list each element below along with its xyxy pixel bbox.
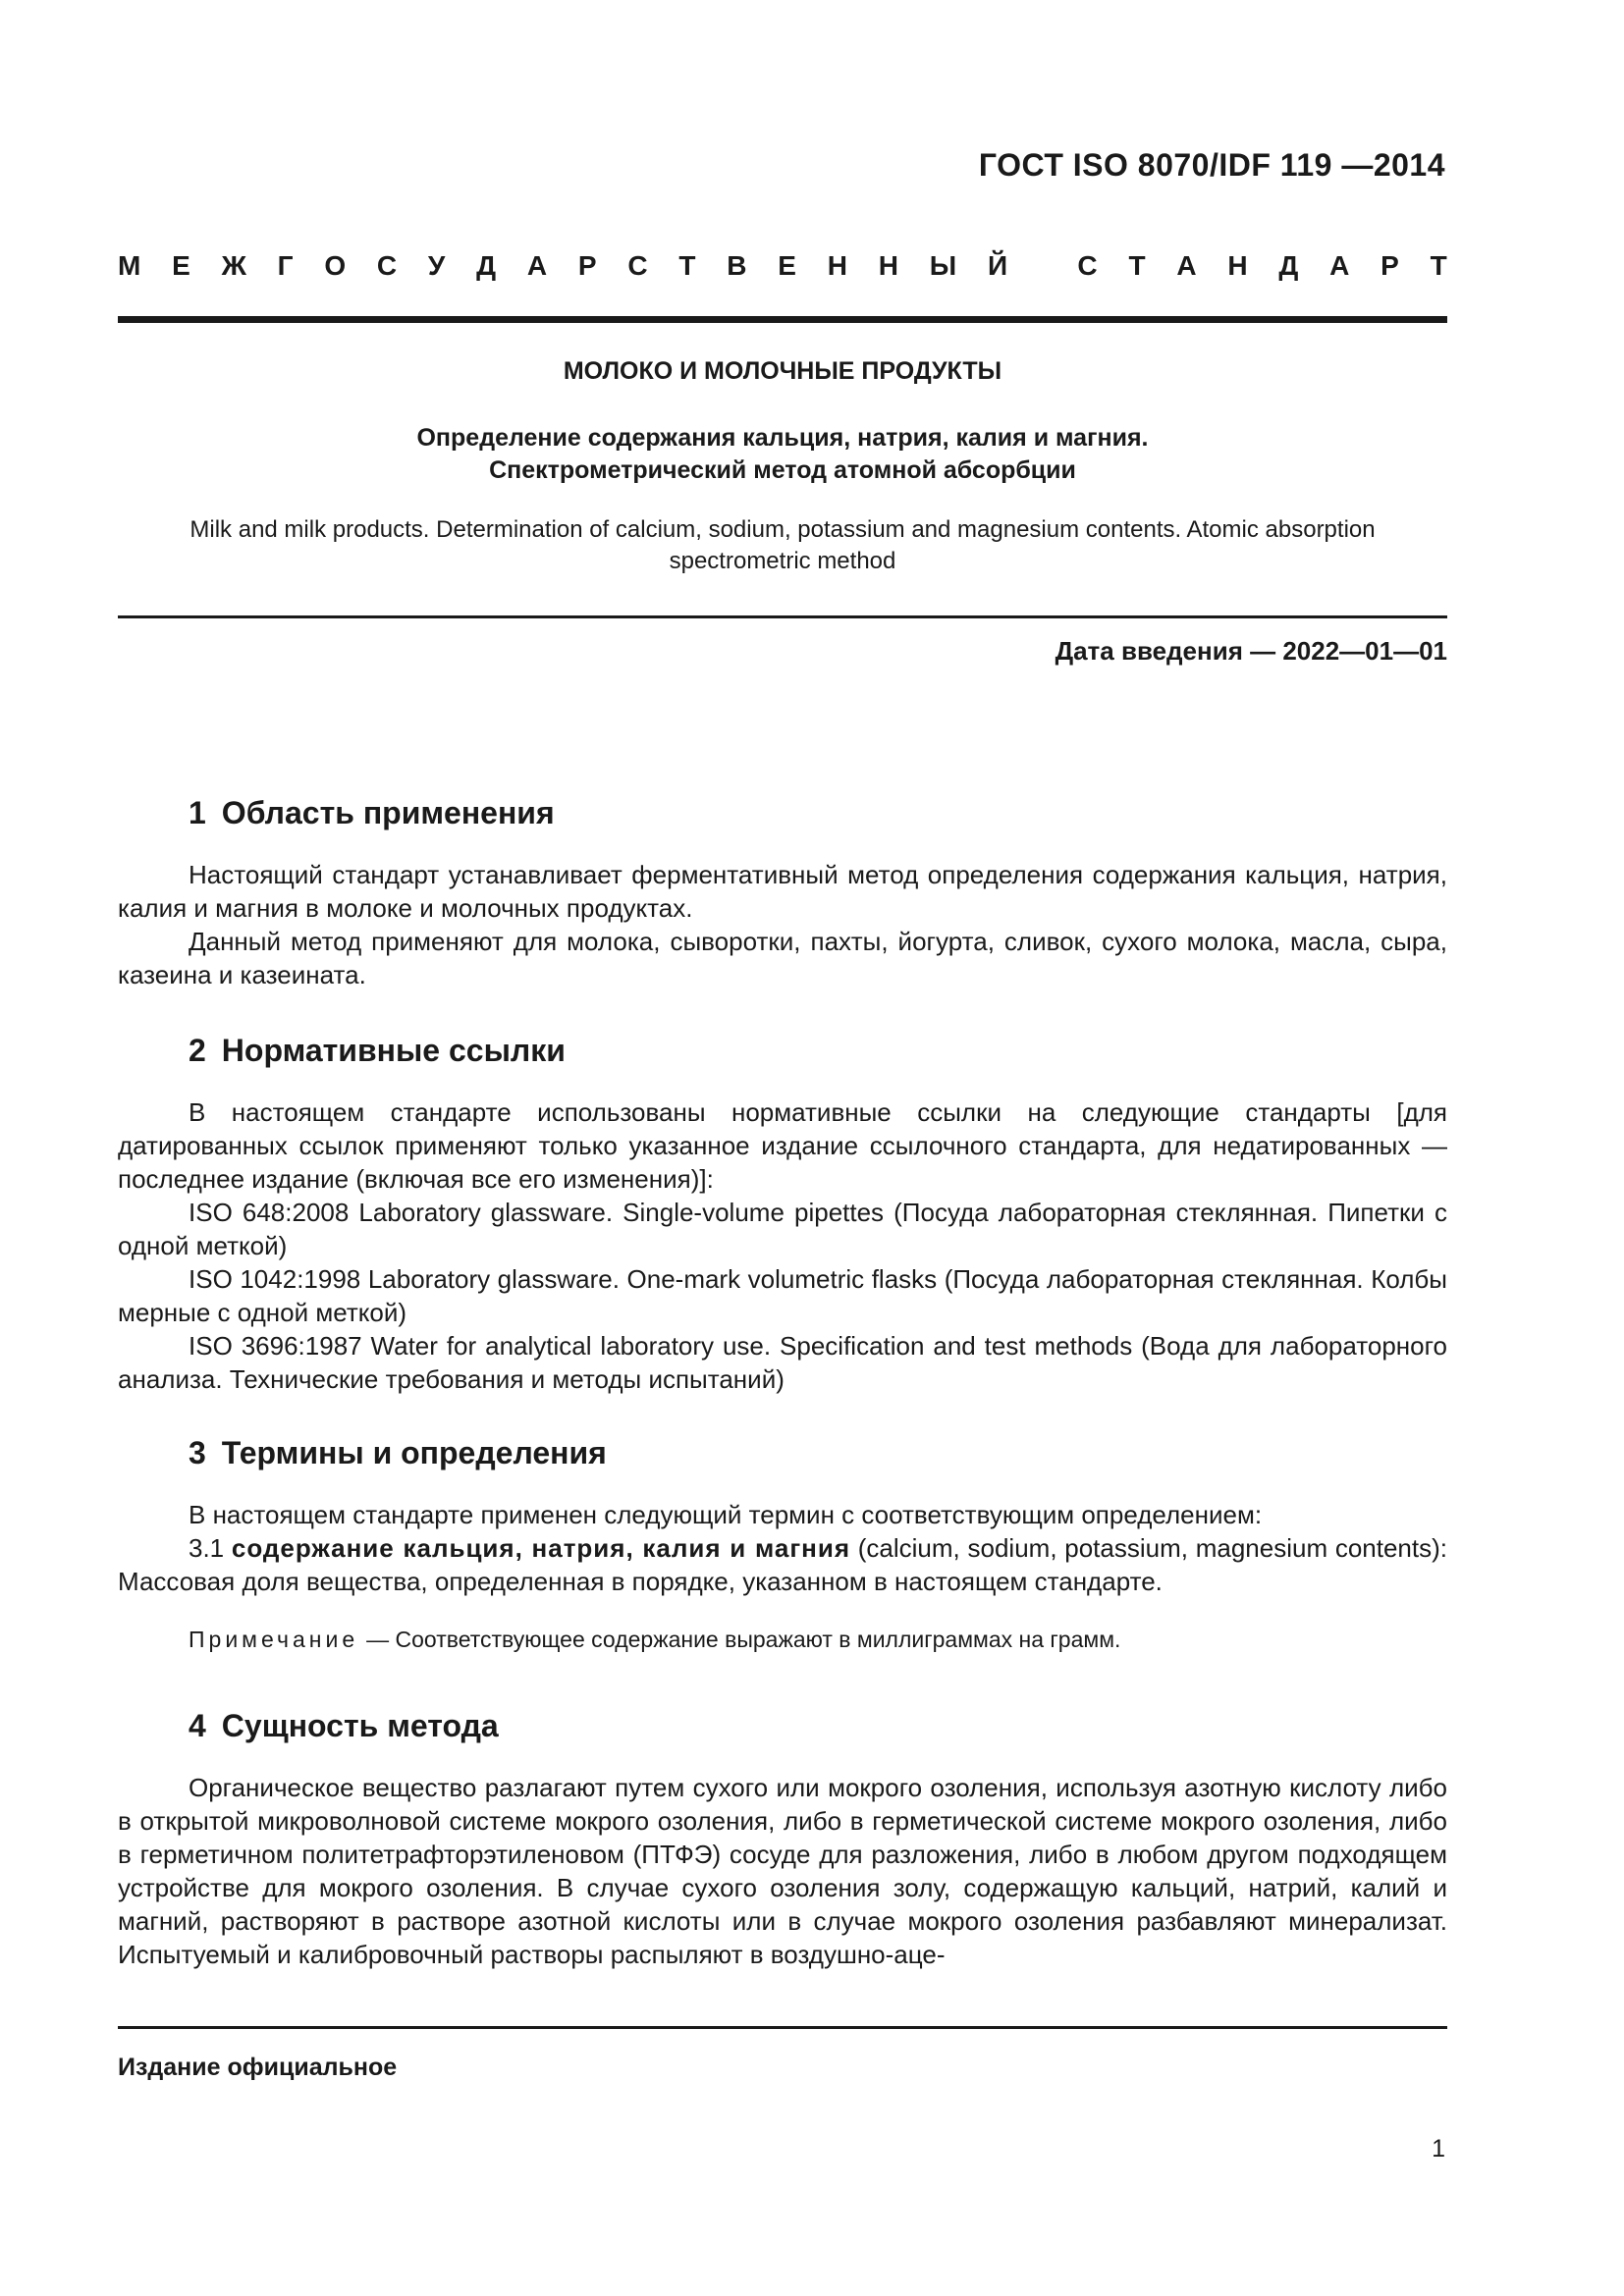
section-3-heading	[189, 1435, 607, 1471]
heading-letter: Р	[1380, 250, 1399, 281]
heading-letter: Д	[476, 250, 497, 281]
section-4-heading	[189, 1708, 499, 1744]
official-edition-label: Издание официальное	[118, 2054, 398, 2081]
heading-letter: Н	[827, 250, 847, 281]
section-number: 1	[189, 795, 206, 830]
section-title: Сущность метода	[221, 1708, 499, 1743]
heading-letter: А	[1329, 250, 1350, 281]
introduction-date: Дата введения — 2022—01—01	[1055, 636, 1447, 666]
section-1-paragraph-1: Настоящий стандарт устанавливает ферментативный метод определения содержания кальция, натрия, калия и магния в молоке и молочных продуктах.	[118, 860, 1447, 923]
heading-letter: В	[727, 250, 747, 281]
heading-letter: Й	[987, 250, 1008, 281]
page-number: 1	[1432, 2135, 1445, 2163]
section-number: 3	[189, 1435, 206, 1470]
heading-letter: О	[324, 250, 347, 281]
heading-letter: У	[427, 250, 446, 281]
subtitle-line-1: Определение содержания кальция, натрия, калия и магния.	[416, 424, 1149, 452]
note-label: Примечание	[189, 1627, 359, 1652]
section-title: Нормативные ссылки	[221, 1033, 566, 1068]
section-number: 2	[189, 1033, 206, 1068]
term-definition: (calcium, sodium, potassium, magnesium contents): Массовая доля вещества, определенная в порядке, указанном в настоящем стандарте.	[118, 1533, 1447, 1596]
heading-letter: Т	[678, 250, 696, 281]
section-2-paragraph-1: В настоящем стандарте использованы нормативные ссылки на следующие стандарты [для датированных ссылок применяют только указанное издание ссылочного стандарта, для недатированных — последнее издание (включая все его изменения)]:	[118, 1097, 1447, 1194]
heading-letter: Е	[172, 250, 190, 281]
heading-letter: Т	[1128, 250, 1146, 281]
heading-letter: Р	[577, 250, 597, 281]
heading-letter: М	[118, 250, 141, 281]
standard-code: ГОСТ ISO 8070/IDF 119 —2014	[978, 147, 1445, 183]
heading-letter: Г	[277, 250, 294, 281]
section-3-note	[189, 1624, 1120, 1655]
term-number: 3.1	[189, 1533, 225, 1563]
heading-letter: С	[376, 250, 398, 281]
section-2-reference-3: ISO 3696:1987 Water for analytical laboratory use. Specification and test methods (Вода для лабораторного анализа. Технические требования и методы испытаний)	[118, 1331, 1447, 1394]
section-2-reference-2: ISO 1042:1998 Laboratory glassware. One-mark volumetric flasks (Посуда лабораторная стеклянная. Колбы мерные с одной меткой)	[118, 1264, 1447, 1327]
title-rule	[118, 615, 1447, 618]
subtitle-line-2: Спектрометрический метод атомной абсорбции	[489, 456, 1076, 484]
section-2-heading	[189, 1033, 566, 1069]
heading-letter: А	[1176, 250, 1197, 281]
interstate-standard-heading	[118, 250, 1447, 282]
section-3-paragraph-1: В настоящем стандарте применен следующий термин с соответствующим определением:	[189, 1500, 1263, 1529]
section-2-reference-1: ISO 648:2008 Laboratory glassware. Single-volume pipettes (Посуда лабораторная стеклянная. Пипетки с одной меткой)	[118, 1198, 1447, 1260]
heading-letter: Н	[878, 250, 898, 281]
heading-letter	[1039, 250, 1047, 282]
heading-letter: Е	[778, 250, 796, 281]
section-4-paragraph-1: Органическое вещество разлагают путем сухого или мокрого озоления, используя азотную кислоту либо в открытой микроволновой системе мокрого озоления, либо в герметической системе мокрого озоления, либо в герметичном политетрафторэтиленовом (ПТФЭ) сосуде для разложения, либо в любом другом подходящем устройстве для мокрого озоления. В случае сухого озоления золу, содержащую кальций, натрий, калий и магний, растворяют в растворе азотной кислоты или в случае мокрого озоления разбавляют минерализат. Испытуемый и калибровочный растворы распыляют в воздушно-аце-	[118, 1773, 1447, 1969]
note-text: — Соответствующее содержание выражают в миллиграммах на грамм.	[366, 1627, 1121, 1652]
document-title: МОЛОКО И МОЛОЧНЫЕ ПРОДУКТЫ	[563, 357, 1002, 385]
term-name: содержание кальция, натрия, калия и магния	[231, 1533, 851, 1563]
heading-letter: А	[526, 250, 548, 281]
heading-letter: С	[627, 250, 648, 281]
heading-letter: С	[1077, 250, 1098, 281]
heading-letter: Ы	[929, 250, 957, 281]
section-3-term-definition	[118, 1531, 1447, 1598]
heading-letter: Т	[1430, 250, 1447, 281]
section-title: Термины и определения	[221, 1435, 607, 1470]
english-title: Milk and milk products. Determination of calcium, sodium, potassium and magnesium contents. Atomic absorption spectrometric method	[189, 516, 1376, 574]
heading-letter: Н	[1227, 250, 1248, 281]
section-title: Область применения	[221, 795, 555, 830]
heading-letter: Ж	[221, 250, 246, 281]
document-subtitle	[118, 422, 1447, 487]
section-1-heading	[189, 795, 555, 831]
footer-rule	[118, 2026, 1447, 2029]
section-1-paragraph-2: Данный метод применяют для молока, сыворотки, пахты, йогурта, сливок, сухого молока, масла, сыра, казеина и казеината.	[118, 927, 1447, 989]
section-number: 4	[189, 1708, 206, 1743]
heading-letter: Д	[1278, 250, 1299, 281]
header-rule	[118, 316, 1447, 323]
